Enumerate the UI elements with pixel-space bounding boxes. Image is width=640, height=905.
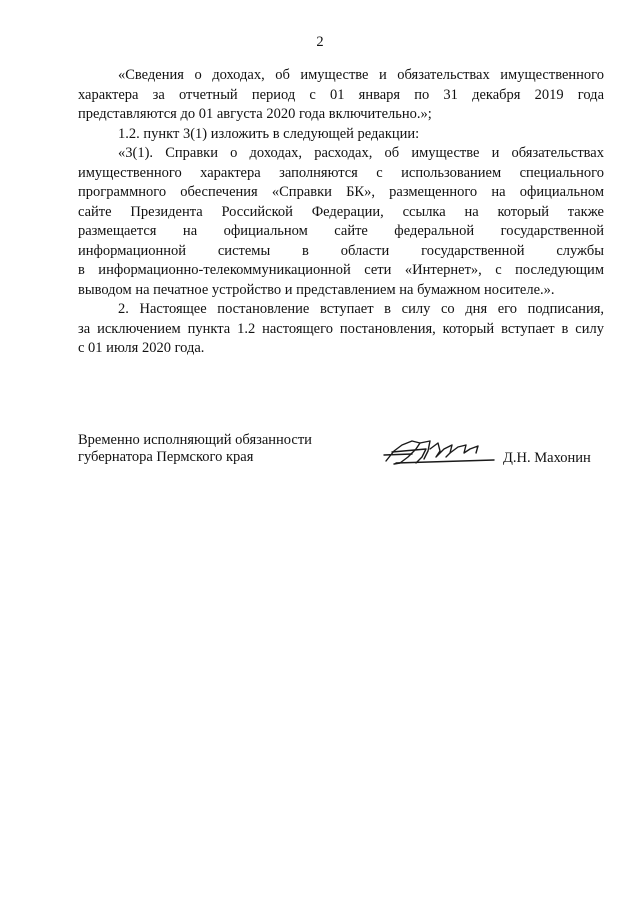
text-line: «Сведения о доходах, об имуществе и обязательствах имущественного [118,67,604,83]
page-number: 2 [316,34,324,50]
text-line: за исключением пункта 1.2 настоящего постановления, который вступает в силу [78,320,604,337]
text-line: с 01 июля 2020 года. [78,340,205,356]
signatory-name: Д.Н. Махонин [503,450,591,466]
text-line: выводом на печатное устройство и представлением на бумажном носителе.». [78,281,555,298]
document-body [78,66,604,359]
signatory-title [78,432,312,466]
text-line: программного обеспечения «Справки БК», размещенного на официальном [78,184,604,200]
text-line: «3(1). Справки о доходах, расходах, об имуществе и обязательствах [118,145,604,161]
handwritten-signature [382,437,502,467]
text-line: 1.2. пункт 3(1) изложить в следующей редакции: [118,125,420,142]
text-line: имущественного характера заполняются с использованием специального [78,164,604,181]
text-line: характера за отчетный период с 01 января по 31 декабря 2019 года [78,86,604,103]
signatory-title-line: Временно исполняющий обязанности [78,432,312,448]
text-line: 2. Настоящее постановление вступает в силу со дня его подписания, [118,301,604,317]
text-line: сайте Президента Российской Федерации, ссылка на который также [78,203,604,220]
signatory-title-line: губернатора Пермского края [78,449,254,465]
text-line: размещается на официальном сайте федеральной государственной [78,223,604,239]
text-line: в информационно-телекоммуникационной сети «Интернет», с последующим [78,262,604,278]
text-line: информационной системы в области государственной службы [78,242,604,259]
text-line: представляются до 01 августа 2020 года включительно.»; [78,106,432,122]
